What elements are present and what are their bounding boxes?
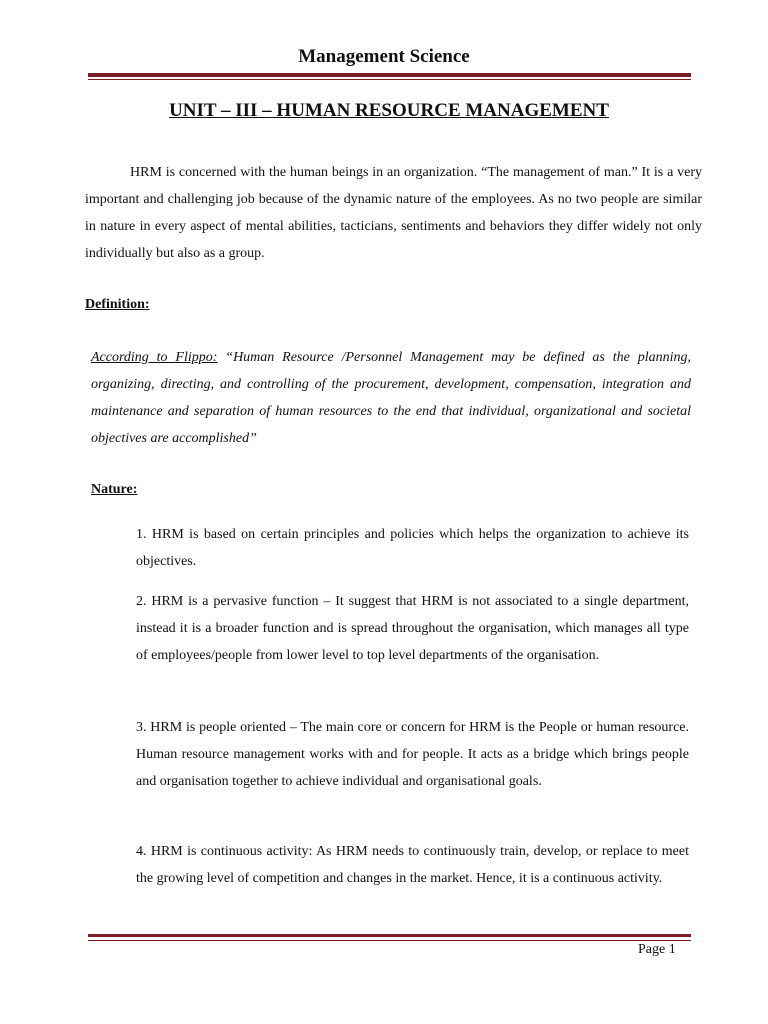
- nature-item-1: 1. HRM is based on certain principles and policies which helps the organization to achieve its objectives.: [136, 527, 689, 569]
- intro-paragraph: HRM is concerned with the human beings in an organization. “The management of man.” It is a very important and challenging job because of the dynamic nature of the employees. As no two people are similar in nature in every aspect of mental abilities, tacticians, sentiments and behaviors they differ widely not only individually but also as a group.: [85, 165, 702, 261]
- header-rule: [88, 73, 691, 77]
- definition-heading: Definition:: [85, 297, 150, 312]
- header-rule-thin: [88, 79, 691, 80]
- nature-item-3: 3. HRM is people oriented – The main core or concern for HRM is the People or human resource. Human resource management works with and for people. It acts as a bridge which brings people and organisation together to achieve individual and organisational goals.: [136, 720, 689, 789]
- footer-rule-thin: [88, 940, 691, 941]
- page-number: Page 1: [638, 942, 676, 957]
- nature-item-4: 4. HRM is continuous activity: As HRM needs to continuously train, develop, or replace to meet the growing level of competition and changes in the market. Hence, it is a continuous activity.: [136, 844, 689, 886]
- footer-rule: [88, 934, 691, 937]
- nature-item-2: 2. HRM is a pervasive function – It suggest that HRM is not associated to a single department, instead it is a broader function and is spread throughout the organisation, which manages all type of employees/people from lower level to top level departments of the organisation.: [136, 594, 689, 663]
- definition-quote: [91, 344, 691, 452]
- quote-text: “Human Resource /Personnel Management may be defined as the planning, organizing, directing, and controlling of the procurement, development, compensation, integration and maintenance and separation of human resources to the end that individual, organizational and societal objectives are accomplished”: [91, 350, 691, 446]
- unit-title: UNIT – III – HUMAN RESOURCE MANAGEMENT: [169, 100, 609, 121]
- nature-heading: Nature:: [91, 482, 138, 497]
- quote-source: According to Flippo:: [91, 350, 218, 365]
- running-header: Management Science: [298, 46, 470, 67]
